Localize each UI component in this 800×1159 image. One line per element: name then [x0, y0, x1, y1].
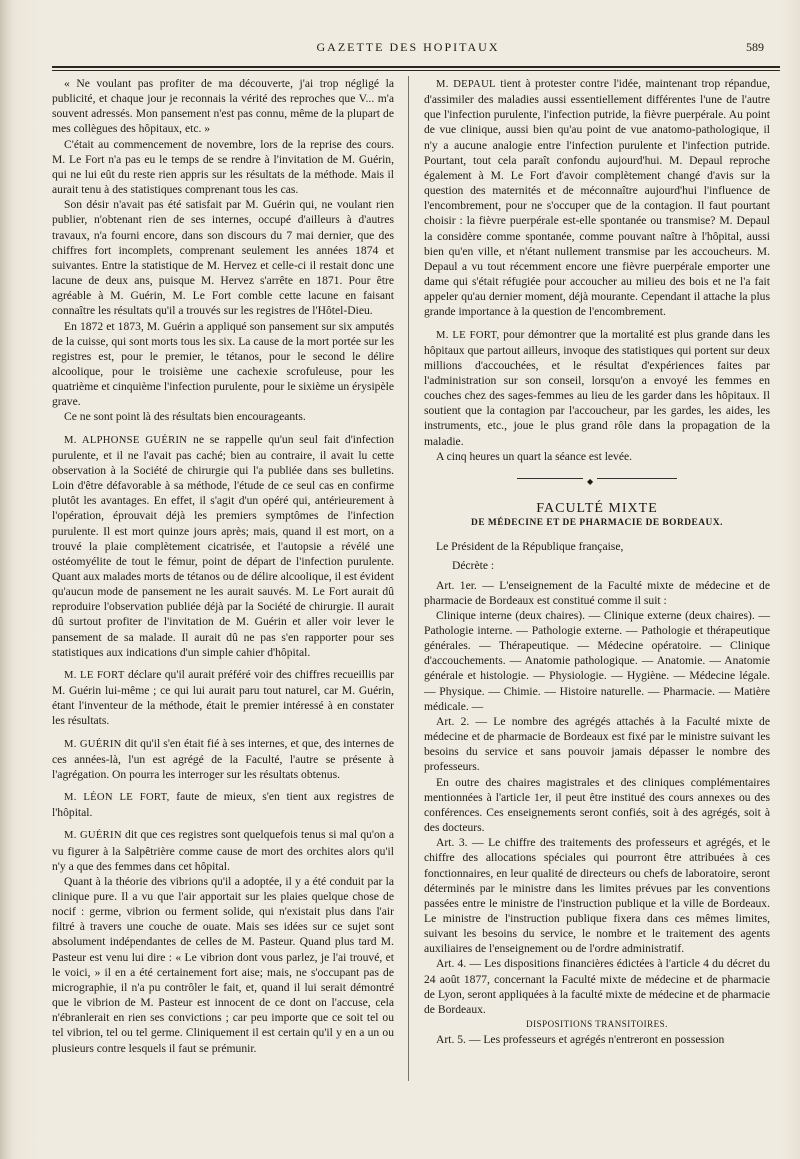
- article-paragraph: Art. 1er. — L'enseignement de la Faculté mixte de médecine et de pharmacie de Bordeaux est constitué comme il suit :: [424, 578, 770, 607]
- speaker-name: M. LE FORT: [64, 669, 125, 681]
- column-divider: [408, 76, 409, 1081]
- decree-verb: Décrète :: [452, 559, 495, 573]
- speaker-name: M. LÉON LE FORT,: [64, 792, 170, 804]
- paragraph: M. LE FORT déclare qu'il aurait préféré voir des chiffres recueillis par M. Guérin lui-même ; ce qui lui aurait paru tout naturel, car M. Guérin, étant l'inventeur de la méthode, était le premier intéressé à en constater les résultats.: [52, 667, 395, 728]
- page-number: 589: [746, 40, 764, 54]
- paragraph: Ce ne sont point là des résultats bien encourageants.: [64, 410, 306, 424]
- paragraph: M. GUÉRIN dit que ces registres sont quelquefois tenus si mal qu'on a vu figurer à la Salpêtrière comme cause de mort des orchites alors qu'il n'y a que des femmes dans cet hôpital.: [52, 828, 394, 873]
- paragraph: A cinq heures un quart la séance est levée.: [436, 449, 633, 463]
- paragraph: M. ALPHONSE GUÉRIN ne se rappelle qu'un seul fait d'infection purulente, et il ne l'avait pas caché; bien au contraire, il avait lu cette observation à la Société de chirurgie qui l'a publiée dans ses bulletins. Loin d'être défavorable à sa méthode, l'étude de ce seul cas en confirme plutôt les avantages. En effet, il s'agit d'un opéré qui, antérieurement à l'opération, éprouvait déjà les premiers symptômes de l'infection purulente. Il est mort quinze jours après; mais, quand il est mort, on a trouvé la plaie complètement cicatrisée, et l'autopsie a révélé une ostéomyélite de tout le fémur, point de départ de l'infection purulente. Quant aux malades morts de tétanos ou de délire alcoolique, il est évident qu'aucun mode de pansement ne les aurait sauvés. M. Le Fort aurait dû reproduire l'observation publiée déjà par la Société de chirurgie. Il aurait dû surtout profiter de l'invitation de M. Guérin et aller voir lever le pansement de sa malade. Il aurait dû ne pas s'en rapporter pour ses statistiques aux indications d'un simple cahier d'hôpital.: [52, 432, 394, 659]
- section-title: FACULTÉ MIXTE: [536, 500, 658, 516]
- article-paragraph: En outre des chaires magistrales et des cliniques complémentaires mentionnées à l'article 1er, il peut être institué des cours annexes ou des conférences. Ces enseignements seront confiés, soit à des agrégés, soit à des docteurs.: [424, 775, 770, 835]
- paragraph: Son désir n'avait pas été satisfait par M. Guérin qui, ne voulant rien publier, n'obtenant rien de ses internes, occupé d'ailleurs à d'autres travaux, n'a fourni encore, dans son discours du 7 mai dernier, que des chiffres fort incomplets, comprenant seulement les années 1874 et suivantes. Entre la statistique de M. Hervez et celle-ci il restait donc une lacune de deux ans, puisque M. Hervez s'arrête en 1871. Pour être agréable à M. Guérin, M. Le Fort comble cette lacune en faisant connaître les résultats qu'il a trouvés sur les registres de l'Hôtel-Dieu.: [52, 198, 394, 318]
- page-header: [40, 40, 776, 64]
- speaker-name: M. GUÉRIN: [64, 830, 122, 842]
- paragraph: C'était au commencement de novembre, lors de la reprise des cours. M. Le Fort n'a pas eu le temps de se rendre à l'invitation de M. Guérin, qui ne lui eût du reste rien appris sur les résultats de la méthode. Mais il aurait tenu à des statistiques comprenant tous les cas.: [52, 137, 394, 197]
- article-paragraph: Art. 5. — Les professeurs et agrégés n'entreront en possession: [436, 1033, 725, 1047]
- speaker-name: M. LE FORT,: [436, 329, 500, 341]
- header-rule-thin: [52, 70, 780, 71]
- header-rule: [52, 66, 780, 68]
- paragraph: M. LE FORT, pour démontrer que la mortalité est plus grande dans les hôpitaux que partout ailleurs, invoque des statistiques qui portent sur deux millions d'accouchées, et le résultat d'expériences faites par l'administration sur son conseil, lorsqu'on a envoyé les femmes en couches chez des sages-femmes au lieu de les garder dans les hôpitaux. Il soutient que la contagion par l'accoucheur, par les gardes, les aides, les instruments, etc., joue le plus grand rôle dans la propagation de la maladie.: [424, 327, 770, 448]
- paragraph: M. GUÉRIN dit qu'il s'en était fié à ses internes, et que, des internes de ces années-là, l'un est agrégé de la Faculté, l'autre se présente à l'agrégation. On pourra les interroger sur les résultats obtenus.: [52, 736, 395, 781]
- section-ornament: ◆: [517, 478, 677, 479]
- paragraph: Quant à la théorie des vibrions qu'il a adoptée, il y a été conduit par la clinique pure. Il a vu que l'air apportait sur les plaies quelque chose de nocif : germe, vibrion ou ferment solide, qui n'existait plus dans l'air filtré à travers une couche de ouate. Mais ses idées sur ce sujet sont absolument indépendantes de celles de M. Pasteur. Quand plus tard M. Pasteur est venu lui dire : « Le vibrion dont vous parlez, je l'ai trouvé, et le voici, » il en a été certainement fort aise; mais, ne s'occupant pas de micrographie, il n'a pu contrôler le fait, et, quand il lui serait démontré que le vibrion de M. Pasteur est innocent de ce dont on l'accuse, cela n'ébranlerait en rien ses convictions ; car peu importe que ce soit tel ou tel vibrion, tel ou tel germe. Cliniquement il est certain qu'il y en a un ou plusieurs contre lesquels il faut se prémunir.: [52, 874, 394, 1055]
- article-paragraph: Art. 4. — Les dispositions financières édictées à l'article 4 du décret du 24 août 1877, concernant la Faculté mixte de médecine et de pharmacie de Lyon, seront appliquées à la faculté mixte de médecine et de pharmacie de Bordeaux.: [424, 957, 770, 1016]
- article-paragraph: Clinique interne (deux chaires). — Clinique externe (deux chaires). — Pathologie interne. — Pathologie externe. — Pathologie et thérapeutique générales. — Thérapeutique. — Médecine opératoire. — Clinique d'accouchements. — Anatomie pathologique. — Anatomie. — Anatomie générale et histologie. — Physiologie. — Hygiène. — Médecine légale. — Physique. — Chimie. — Histoire naturelle. — Pharmacie. — Matière médicale. —: [424, 608, 770, 713]
- speaker-name: M. DEPAUL: [436, 79, 496, 90]
- speaker-name: M. GUÉRIN: [64, 738, 122, 750]
- left-column: [52, 76, 394, 1056]
- paragraph: En 1872 et 1873, M. Guérin a appliqué son pansement sur six amputés de la cuisse, qui sont morts tous les six. La cause de la mort portée sur les registres est, pour le premier, le tétanos, pour le second le délire alcoolique, pour le troisième une cachexie scrofuleuse, pour les quatrième et cinquième l'infection purulente, pour le sixième un érysipèle grave.: [52, 319, 394, 409]
- right-column: [424, 76, 770, 1047]
- subsection-title: DISPOSITIONS TRANSITOIRES.: [526, 1019, 668, 1030]
- paragraph: M. LÉON LE FORT, faute de mieux, s'en tient aux registres de l'hôpital.: [52, 790, 394, 820]
- paragraph: « Ne voulant pas profiter de ma découverte, j'ai trop négligé la publicité, et chaque jour je reconnais la vérité des reproches que V... m'a souvent adressés. Mon pansement n'est pas connu, même de la plupart de mes collègues des hôpitaux, etc. »: [52, 77, 394, 136]
- paragraph: M. DEPAUL tient à protester contre l'idée, maintenant trop répandue, d'assimiler des maladies aussi essentiellement différentes l'une de l'autre que l'infection purulente, l'infection putride, la fièvre puerpérale. Au point de vue clinique, aussi bien qu'au point de vue anatomo-pathologique, il n'y a aucune analogie entre l'infection purulente et l'infection putride. Pourtant, tout cela paraît confondu aujourd'hui. M. Depaul reproche également à M. Le Fort d'avoir complètement changé d'avis sur la question des maternités et de méconnaître aujourd'hui l'influence de l'encombrement, pour ne s'occuper que de la contagion. Il faut pourtant choisir : la fièvre puerpérale est-elle spontanée ou transmise? M. Depaul la considère comme spontanée, comme pouvant naître à l'hôpital, aussi bien qu'en ville, et n'étant nullement transmise par les accoucheurs. M. Depaul a vu tout récemment encore une fièvre puerpérale emporter une dame qui s'était réfugiée pour accoucher au milieu des bois et ne l'a fait appeler qu'au dernier moment, déjà mourante. Cependant il attache la plus grande importance à la question de l'encombrement.: [424, 77, 770, 319]
- section-subtitle: DE MÉDECINE ET DE PHARMACIE DE BORDEAUX.: [471, 518, 723, 529]
- journal-title: GAZETTE DES HOPITAUX: [316, 40, 500, 54]
- speaker-name: M. ALPHONSE GUÉRIN: [64, 434, 188, 446]
- decree-preamble: Le Président de la République française,: [436, 540, 624, 554]
- article-paragraph: Art. 2. — Le nombre des agrégés attachés à la Faculté mixte de médecine et de pharmacie de Bordeaux est fixé par le ministre suivant les besoins du service et sans pouvoir jamais dépasser le nombre des professeurs.: [424, 714, 770, 774]
- article-paragraph: Art. 3. — Le chiffre des traitements des professeurs et agrégés, et le chiffre des allocations spéciales qui pourront être attribuées à ces fonctionnaires, en leur qualité de directeurs ou chefs de laboratoire, seront déterminés par le ministre dans les limites prévues par les conventions passées entre le ministre de l'instruction publique et la ville de Bordeaux. Le ministre de l'instruction publique fixera dans ces mêmes limites, suivant les besoins du service, le nombre et le traitement des agents auxiliaires de l'enseignement ou de l'ordre administratif.: [424, 836, 770, 956]
